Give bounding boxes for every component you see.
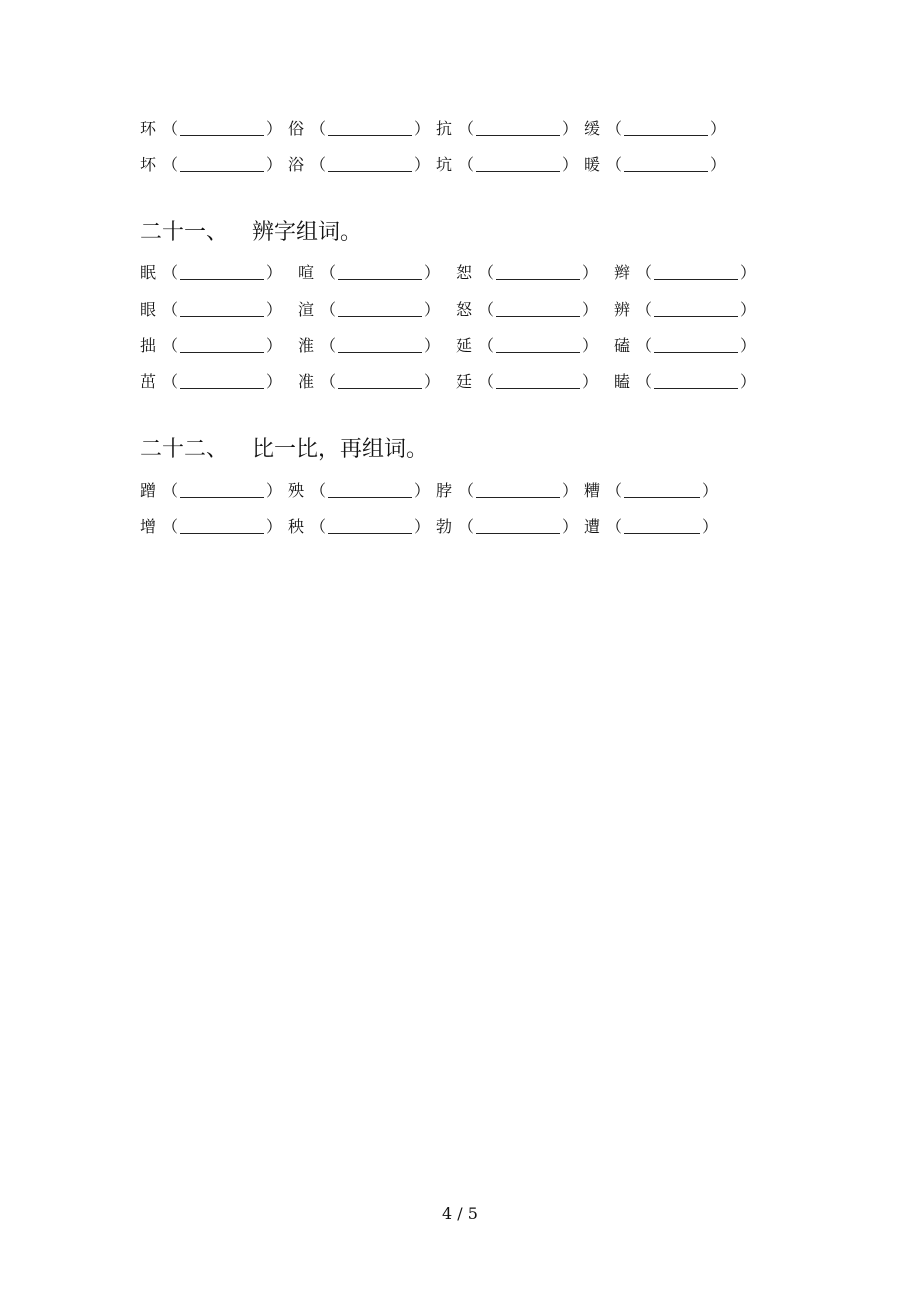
open-paren: （ bbox=[310, 155, 327, 174]
word-item bbox=[436, 479, 578, 503]
open-paren: （ bbox=[162, 300, 179, 319]
answer-blank[interactable] bbox=[624, 117, 708, 136]
open-paren: （ bbox=[162, 336, 179, 355]
open-paren: （ bbox=[320, 263, 337, 282]
section-number: 二十一、 bbox=[140, 220, 229, 245]
open-paren: （ bbox=[320, 336, 337, 355]
word-item bbox=[140, 370, 282, 394]
answer-blank[interactable] bbox=[476, 153, 560, 172]
answer-blank[interactable] bbox=[496, 298, 580, 317]
character: 怒 bbox=[456, 300, 473, 319]
close-paren: ） bbox=[266, 517, 283, 536]
character: 殃 bbox=[288, 481, 305, 500]
close-paren: ） bbox=[702, 481, 719, 500]
character: 喧 bbox=[298, 263, 315, 282]
close-paren: ） bbox=[582, 300, 599, 319]
character: 缓 bbox=[584, 119, 601, 138]
character: 增 bbox=[140, 517, 157, 536]
word-item bbox=[140, 515, 282, 539]
character: 淮 bbox=[298, 336, 315, 355]
answer-blank[interactable] bbox=[496, 334, 580, 353]
answer-blank[interactable] bbox=[476, 479, 560, 498]
open-paren: （ bbox=[636, 336, 653, 355]
answer-blank[interactable] bbox=[654, 298, 738, 317]
character: 渲 bbox=[298, 300, 315, 319]
open-paren: （ bbox=[320, 300, 337, 319]
answer-blank[interactable] bbox=[180, 479, 264, 498]
word-item bbox=[436, 117, 578, 141]
close-paren: ） bbox=[702, 517, 719, 536]
open-paren: （ bbox=[310, 119, 327, 138]
close-paren: ） bbox=[562, 119, 579, 138]
open-paren: （ bbox=[606, 481, 623, 500]
character: 抗 bbox=[436, 119, 453, 138]
word-item bbox=[140, 153, 282, 177]
character: 蹭 bbox=[140, 481, 157, 500]
close-paren: ） bbox=[424, 300, 441, 319]
section-heading bbox=[140, 218, 362, 248]
character: 糟 bbox=[584, 481, 601, 500]
close-paren: ） bbox=[562, 517, 579, 536]
word-item bbox=[436, 515, 578, 539]
character: 恕 bbox=[456, 263, 473, 282]
open-paren: （ bbox=[458, 155, 475, 174]
character: 茁 bbox=[140, 372, 157, 391]
open-paren: （ bbox=[606, 517, 623, 536]
close-paren: ） bbox=[266, 300, 283, 319]
close-paren: ） bbox=[740, 336, 757, 355]
word-item bbox=[614, 334, 756, 358]
close-paren: ） bbox=[710, 155, 727, 174]
answer-blank[interactable] bbox=[180, 261, 264, 280]
close-paren: ） bbox=[582, 263, 599, 282]
answer-blank[interactable] bbox=[476, 515, 560, 534]
word-item bbox=[298, 334, 440, 358]
close-paren: ） bbox=[710, 119, 727, 138]
close-paren: ） bbox=[740, 372, 757, 391]
open-paren: （ bbox=[478, 300, 495, 319]
character: 秧 bbox=[288, 517, 305, 536]
word-item bbox=[288, 117, 430, 141]
section-title: 比一比，再组词。 bbox=[252, 437, 429, 462]
answer-blank[interactable] bbox=[338, 370, 422, 389]
close-paren: ） bbox=[414, 481, 431, 500]
open-paren: （ bbox=[162, 517, 179, 536]
page-number: 4 / 5 bbox=[442, 1204, 478, 1223]
close-paren: ） bbox=[266, 336, 283, 355]
close-paren: ） bbox=[562, 155, 579, 174]
open-paren: （ bbox=[458, 119, 475, 138]
word-item bbox=[140, 261, 282, 285]
word-item bbox=[140, 298, 282, 322]
open-paren: （ bbox=[162, 481, 179, 500]
answer-blank[interactable] bbox=[328, 479, 412, 498]
close-paren: ） bbox=[266, 119, 283, 138]
open-paren: （ bbox=[636, 263, 653, 282]
open-paren: （ bbox=[320, 372, 337, 391]
open-paren: （ bbox=[636, 372, 653, 391]
word-item bbox=[456, 370, 598, 394]
word-item bbox=[140, 479, 282, 503]
word-item bbox=[584, 515, 718, 539]
answer-blank[interactable] bbox=[654, 261, 738, 280]
open-paren: （ bbox=[162, 155, 179, 174]
close-paren: ） bbox=[414, 119, 431, 138]
open-paren: （ bbox=[606, 119, 623, 138]
word-item bbox=[614, 261, 756, 285]
answer-blank[interactable] bbox=[180, 370, 264, 389]
answer-blank[interactable] bbox=[338, 261, 422, 280]
character: 浴 bbox=[288, 155, 305, 174]
character: 拙 bbox=[140, 336, 157, 355]
answer-blank[interactable] bbox=[624, 515, 700, 534]
close-paren: ） bbox=[582, 372, 599, 391]
character: 眠 bbox=[140, 263, 157, 282]
close-paren: ） bbox=[582, 336, 599, 355]
open-paren: （ bbox=[458, 481, 475, 500]
answer-blank[interactable] bbox=[180, 334, 264, 353]
close-paren: ） bbox=[740, 300, 757, 319]
answer-blank[interactable] bbox=[654, 370, 738, 389]
open-paren: （ bbox=[162, 372, 179, 391]
word-item bbox=[614, 370, 756, 394]
open-paren: （ bbox=[478, 336, 495, 355]
character: 坑 bbox=[436, 155, 453, 174]
open-paren: （ bbox=[162, 263, 179, 282]
word-item bbox=[140, 117, 282, 141]
character: 环 bbox=[140, 119, 157, 138]
word-item bbox=[456, 298, 598, 322]
close-paren: ） bbox=[414, 517, 431, 536]
answer-blank[interactable] bbox=[328, 153, 412, 172]
word-item bbox=[140, 334, 282, 358]
answer-blank[interactable] bbox=[624, 479, 700, 498]
word-item bbox=[436, 153, 578, 177]
character: 廷 bbox=[456, 372, 473, 391]
word-item bbox=[456, 261, 598, 285]
answer-blank[interactable] bbox=[180, 117, 264, 136]
character: 俗 bbox=[288, 119, 305, 138]
close-paren: ） bbox=[562, 481, 579, 500]
character: 脖 bbox=[436, 481, 453, 500]
word-item bbox=[288, 515, 430, 539]
open-paren: （ bbox=[458, 517, 475, 536]
word-item bbox=[288, 153, 430, 177]
open-paren: （ bbox=[478, 263, 495, 282]
answer-blank[interactable] bbox=[180, 153, 264, 172]
word-item bbox=[298, 298, 440, 322]
character: 暖 bbox=[584, 155, 601, 174]
answer-blank[interactable] bbox=[654, 334, 738, 353]
answer-blank[interactable] bbox=[338, 334, 422, 353]
answer-blank[interactable] bbox=[496, 370, 580, 389]
answer-blank[interactable] bbox=[496, 261, 580, 280]
close-paren: ） bbox=[266, 155, 283, 174]
close-paren: ） bbox=[740, 263, 757, 282]
word-item bbox=[456, 334, 598, 358]
character: 磕 bbox=[614, 336, 631, 355]
answer-blank[interactable] bbox=[180, 298, 264, 317]
open-paren: （ bbox=[310, 517, 327, 536]
answer-blank[interactable] bbox=[624, 153, 708, 172]
character: 辫 bbox=[614, 263, 631, 282]
close-paren: ） bbox=[414, 155, 431, 174]
character: 遭 bbox=[584, 517, 601, 536]
open-paren: （ bbox=[310, 481, 327, 500]
word-item bbox=[298, 261, 440, 285]
close-paren: ） bbox=[424, 336, 441, 355]
character: 延 bbox=[456, 336, 473, 355]
character: 准 bbox=[298, 372, 315, 391]
close-paren: ） bbox=[266, 263, 283, 282]
open-paren: （ bbox=[162, 119, 179, 138]
answer-blank[interactable] bbox=[476, 117, 560, 136]
section-title: 辨字组词。 bbox=[252, 220, 363, 245]
close-paren: ） bbox=[424, 263, 441, 282]
answer-blank[interactable] bbox=[328, 117, 412, 136]
open-paren: （ bbox=[478, 372, 495, 391]
character: 眼 bbox=[140, 300, 157, 319]
word-item bbox=[584, 479, 718, 503]
close-paren: ） bbox=[266, 481, 283, 500]
word-item bbox=[614, 298, 756, 322]
answer-blank[interactable] bbox=[338, 298, 422, 317]
word-item bbox=[298, 370, 440, 394]
character: 勃 bbox=[436, 517, 453, 536]
close-paren: ） bbox=[266, 372, 283, 391]
section-heading bbox=[140, 435, 428, 465]
word-item bbox=[584, 153, 726, 177]
open-paren: （ bbox=[606, 155, 623, 174]
character: 瞌 bbox=[614, 372, 631, 391]
section-number: 二十二、 bbox=[140, 437, 229, 462]
character: 坏 bbox=[140, 155, 157, 174]
character: 辨 bbox=[614, 300, 631, 319]
word-item bbox=[288, 479, 430, 503]
answer-blank[interactable] bbox=[180, 515, 264, 534]
open-paren: （ bbox=[636, 300, 653, 319]
answer-blank[interactable] bbox=[328, 515, 412, 534]
close-paren: ） bbox=[424, 372, 441, 391]
word-item bbox=[584, 117, 726, 141]
